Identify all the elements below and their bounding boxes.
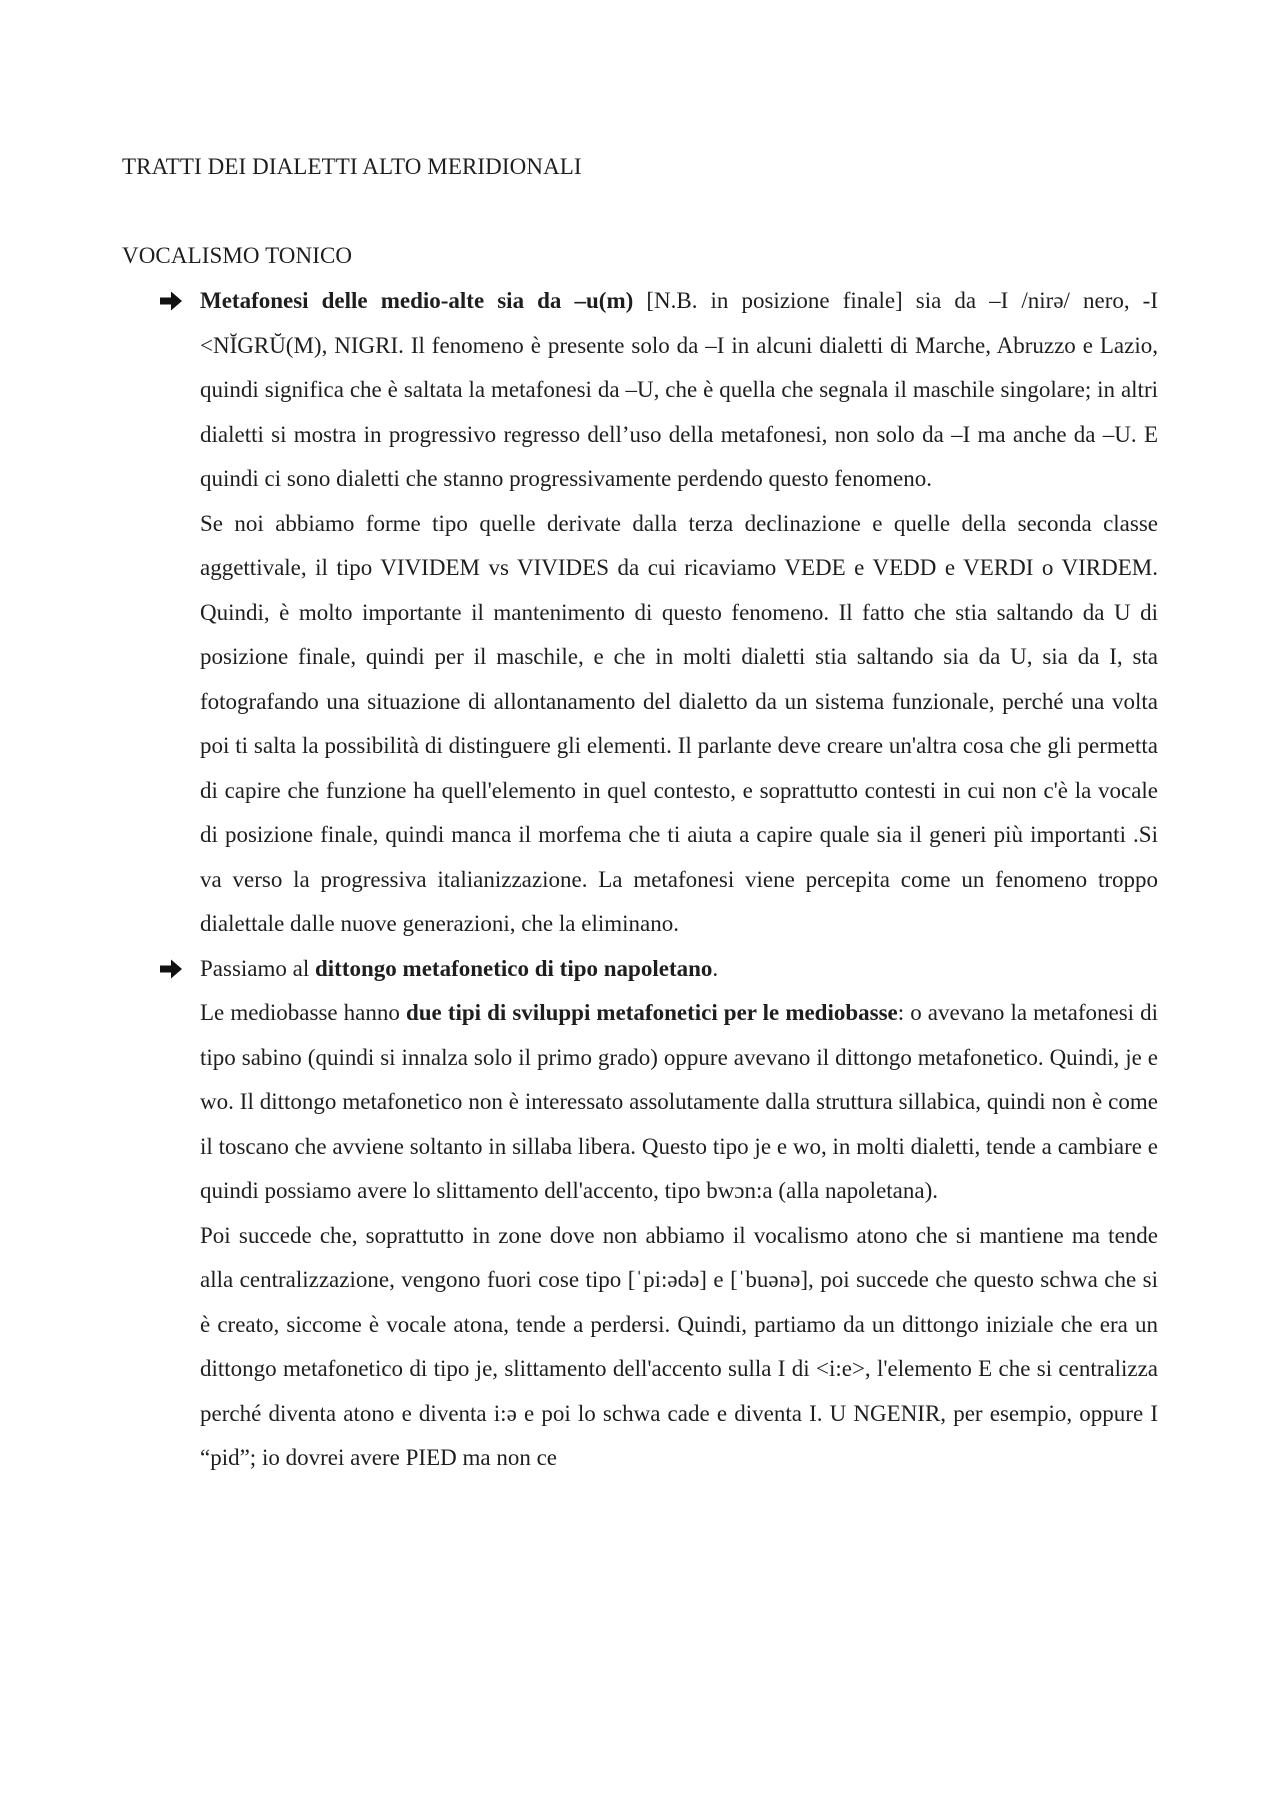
section-heading: VOCALISMO TONICO xyxy=(122,243,353,268)
arrow-right-icon xyxy=(158,290,184,312)
paragraph-text: . xyxy=(712,955,719,981)
body-paragraph: Poi succede che, soprattutto in zone dove non abbiamo il vocalismo atono che si mantiene ma tende alla centralizzazione, vengono fuori cose tipo [ˈpi:ədə] e [ˈbuənə], poi succede che questo schwa che si è creato, siccome è vocale atona, tende a perdersi. Quindi, partiamo da un dittongo iniziale che era un dittongo metafonetico di tipo je, slittamento dell'accento sulla I di <i:e>, l'elemento E che si centralizza perché diventa atono e diventa i:ə e poi lo schwa cade e diventa I. U NGENIR, per esempio, oppure I “pid”; io dovrei avere PIED ma non ce xyxy=(200,1222,1158,1470)
paragraph-text: : o avevano la metafonesi di tipo sabino (quindi si innalza solo il primo grado) oppure avevano il dittongo metafonetico. Quindi, je e wo. Il dittongo metafonetico non è interessato assolutamente dalla struttura sillabica, quindi non è come il toscano che avviene soltanto in sillaba libera. Questo tipo je e wo, in molti dialetti, tende a cambiare e quindi possiamo avere lo slittamento dell'accento, tipo bwɔn:a (alla napoletana). xyxy=(200,1000,1158,1203)
body-paragraph: Se noi abbiamo forme tipo quelle derivate dalla terza declinazione e quelle della seconda classe aggettivale, il tipo VIVIDEM vs VIVIDES da cui ricaviamo VEDE e VEDD e VERDI o VIRDEM. Quindi, è molto importante il mantenimento di questo fenomeno. Il fatto che stia saltando da U di posizione finale, quindi per il maschile, e che in molti dialetti stia saltando sia da U, sia da I, sta fotografando una situazione di allontanamento del dialetto da un sistema funzionale, perché una volta poi ti salta la possibilità di distinguere gli elementi. Il parlante deve creare un'altra cosa che gli permetta di capire che funzione ha quell'elemento in quel contesto, e soprattutto contesti in cui non c'è la vocale di posizione finale, quindi manca il morfema che ti aiuta a capire quale sia il generi più importanti .Si va verso la progressiva italianizzazione. La metafonesi viene percepita come un fenomeno troppo dialettale dalle nuove generazioni, che la eliminano. xyxy=(200,510,1158,936)
bullet-paragraph xyxy=(200,947,1158,992)
paragraph-text: Le mediobasse hanno xyxy=(200,1000,406,1025)
document-body xyxy=(200,279,1158,1481)
paragraph-text: Passiamo al xyxy=(200,955,315,981)
bold-phrase: due tipi di sviluppi metafonetici per le mediobasse xyxy=(405,1000,898,1025)
bold-phrase: Metafonesi delle medio-alte sia da –u(m) xyxy=(200,288,634,313)
document-title: TRATTI DEI DIALETTI ALTO MERIDIONALI xyxy=(122,154,582,179)
paragraph-text: [N.B. in posizione finale] sia da –I /nirə/ nero, -I <NĬGRŬ(M), NIGRI. Il fenomeno è presente solo da –I in alcuni dialetti di Marche, Abruzzo e Lazio, quindi significa che è saltata la metafonesi da –U, che è quella che segnala il maschile singolare; in altri dialetti si mostra in progressivo regresso dell’uso della metafonesi, non solo da –I ma anche da –U. E quindi ci sono dialetti che stanno progressivamente perdendo questo fenomeno. xyxy=(200,288,1159,491)
bullet-item-dittongo xyxy=(200,947,1158,1481)
body-paragraph xyxy=(200,991,1158,1214)
bullet-paragraph xyxy=(200,279,1158,502)
bold-phrase: dittongo metafonetico di tipo napoletano xyxy=(315,955,713,981)
arrow-right-icon xyxy=(158,958,184,980)
bullet-item-metafonesi xyxy=(200,279,1158,947)
